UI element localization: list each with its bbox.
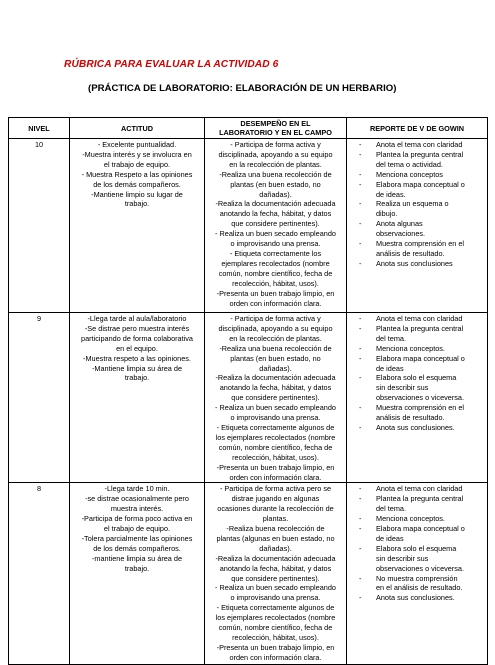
reporte-item-text: - Menciona conceptos. xyxy=(376,343,445,353)
desempeno-line: anotando la fecha, hábitat, y datos xyxy=(219,383,332,393)
desempeno-line: plantas. xyxy=(262,514,289,524)
reporte-item-text: del tema. xyxy=(376,333,407,343)
actitud-line: de los demás compañeros. xyxy=(93,179,181,189)
reporte-item xyxy=(349,239,485,259)
desempeno-line: plantas (en buen estado, no xyxy=(230,353,321,363)
desempeno-line: -Presenta un buen trabajo limpio, en xyxy=(216,288,335,298)
header-actitud: ACTITUD xyxy=(70,118,205,139)
reporte-item xyxy=(349,354,485,374)
desempeno-line: plantas (en buen estado, no xyxy=(230,179,321,189)
rubric-row-nivel-10 xyxy=(9,139,488,313)
desempeno-line: - Realiza un buen secado empleando xyxy=(215,583,336,593)
reporte-item xyxy=(349,403,485,423)
desempeno-line: recolección, hábitat, usos). xyxy=(232,633,319,642)
reporte-cell xyxy=(347,483,488,665)
reporte-item-text: observaciones o viceversa. xyxy=(376,563,465,573)
desempeno-line: que considere pertinentes). xyxy=(231,219,320,229)
desempeno-line: orden con información clara. xyxy=(229,652,322,662)
reporte-item-text: del tema o actividad. xyxy=(376,159,443,169)
desempeno-line: anotando la fecha, hábitat, y datos xyxy=(219,209,332,219)
reporte-item-text: de ideas xyxy=(376,363,404,373)
reporte-item xyxy=(349,170,485,180)
header-desempeno xyxy=(205,118,347,139)
reporte-item-text: - Elabora mapa conceptual o xyxy=(376,353,465,363)
reporte-item-text: - Anota el tema con claridad xyxy=(376,140,463,149)
reporte-item-text: análisis de resultado. xyxy=(376,248,445,258)
reporte-item-text: - Elabora solo el esquema xyxy=(376,373,457,383)
reporte-item-text: - Anota el tema con claridad xyxy=(376,484,463,494)
desempeno-line: -Realiza la documentación adecuada xyxy=(215,199,336,209)
rubric-table xyxy=(8,117,488,665)
desempeno-line: dañadas). xyxy=(259,189,292,199)
reporte-cell xyxy=(347,139,488,313)
reporte-item-text: - No muestra comprensión xyxy=(376,573,458,583)
desempeno-line: anotando la fecha, hábitat, y datos xyxy=(219,563,332,573)
reporte-item xyxy=(349,593,485,603)
actitud-line: -Llega tarde al aula/laboratorio xyxy=(87,314,187,323)
actitud-line: trabajo. xyxy=(124,199,150,209)
desempeno-line: - Participa de forma activa y xyxy=(230,140,321,149)
desempeno-line: -Presenta un buen trabajo limpio, en xyxy=(216,462,335,472)
actitud-line: el trabajo de equipo. xyxy=(103,159,171,169)
desempeno-line: plantas (algunas en buen estado, no xyxy=(216,533,335,543)
reporte-item-text: - Menciona conceptos xyxy=(376,169,443,179)
reporte-item-text: - Realiza un esquema o xyxy=(376,199,449,209)
actitud-line: -mantiene limpia su área de xyxy=(91,553,183,563)
reporte-item-text: - Anota algunas xyxy=(376,219,423,229)
reporte-item xyxy=(349,199,485,219)
reporte-item xyxy=(349,423,485,433)
reporte-item xyxy=(349,219,485,239)
desempeno-line: en la recolección de plantas. xyxy=(229,333,322,343)
reporte-item-text: - Plantea la pregunta central xyxy=(376,494,464,504)
desempeno-line: - Etiqueta correctamente los xyxy=(229,248,322,258)
header-reporte: REPORTE DE V DE GOWIN xyxy=(347,118,488,139)
desempeno-line: común, nombre científico, fecha de xyxy=(218,268,333,278)
reporte-list xyxy=(349,484,485,603)
actitud-line: trabajo. xyxy=(124,373,150,383)
reporte-item-text: - Plantea la pregunta central xyxy=(376,323,464,333)
desempeno-line: disciplinada, apoyando a su equipo xyxy=(218,149,333,159)
rubric-title: RÚBRICA PARA EVALUAR LA ACTIVIDAD 6 xyxy=(64,59,279,70)
reporte-item-text: de ideas. xyxy=(376,189,406,199)
desempeno-cell xyxy=(205,139,347,313)
reporte-item-text: - Muestra comprensión en el xyxy=(376,403,465,413)
actitud-line: -Se distrae pero muestra interés xyxy=(84,323,190,333)
desempeno-line: ocasiones durante la recolección de xyxy=(217,504,334,514)
reporte-item-text: - Muestra comprensión en el xyxy=(376,239,465,249)
reporte-item-text: - Elabora solo el esquema xyxy=(376,543,457,553)
desempeno-line: común, nombre científico, fecha de xyxy=(218,442,333,452)
desempeno-line: orden con información clara. xyxy=(229,298,322,308)
header-nivel: NIVEL xyxy=(9,118,70,139)
actitud-line: - Muestra Respeto a las opiniones xyxy=(81,169,193,179)
reporte-item xyxy=(349,484,485,494)
nivel-cell: 9 xyxy=(9,313,70,483)
reporte-item xyxy=(349,574,485,594)
desempeno-line: disciplinada, apoyando a su equipo xyxy=(218,323,333,333)
desempeno-line: orden con información clara. xyxy=(229,472,322,482)
actitud-line: de los demás compañeros. xyxy=(93,543,181,553)
desempeno-line: los ejemplares recolectados (nombre xyxy=(215,613,336,623)
reporte-item xyxy=(349,150,485,170)
desempeno-cell xyxy=(205,313,347,483)
reporte-item-text: - Anota sus conclusiones xyxy=(376,258,453,268)
rubric-row-nivel-9 xyxy=(9,313,488,483)
actitud-line: - Excelente puntualidad. xyxy=(97,140,177,149)
reporte-item-text: en el análisis de resultado. xyxy=(376,583,463,593)
desempeno-line: -Realiza la documentación adecuada xyxy=(215,553,336,563)
reporte-item-text: observaciones. xyxy=(376,229,426,239)
reporte-item-text: - Menciona conceptos. xyxy=(376,514,445,524)
header-desempeno-line1: DESEMPEÑO EN EL xyxy=(240,119,311,128)
reporte-item-text: de ideas xyxy=(376,533,404,543)
reporte-item xyxy=(349,524,485,544)
actitud-line: -se distrae ocasionalmente pero xyxy=(85,494,189,504)
desempeno-line: que considere pertinentes). xyxy=(231,573,320,583)
reporte-list xyxy=(349,314,485,433)
reporte-item-text: del tema. xyxy=(376,504,407,514)
reporte-cell xyxy=(347,313,488,483)
desempeno-line: -Realiza buena recolección de xyxy=(226,524,325,534)
reporte-item xyxy=(349,514,485,524)
actitud-cell xyxy=(70,313,205,483)
reporte-list xyxy=(349,140,485,269)
actitud-line: en el equipo. xyxy=(116,343,158,353)
actitud-line: el trabajo de equipo. xyxy=(103,524,171,534)
desempeno-line: dañadas). xyxy=(259,543,292,553)
desempeno-line: que considere pertinentes). xyxy=(231,393,320,403)
actitud-line: -Muestra interés y se involucra en xyxy=(82,149,192,159)
actitud-line: -Llega tarde 10 min. xyxy=(104,484,170,494)
nivel-cell: 8 xyxy=(9,483,70,665)
desempeno-line: -Realiza una buena recolección de xyxy=(219,343,332,353)
actitud-line: -Mantiene limpia su área de xyxy=(91,363,183,373)
reporte-item xyxy=(349,373,485,403)
desempeno-line: o improvisando una prensa. xyxy=(230,593,321,603)
desempeno-line: -Realiza la documentación adecuada xyxy=(215,373,336,383)
actitud-line: participando de forma colaborativa xyxy=(81,333,193,343)
reporte-item-text: - Anota el tema con claridad xyxy=(376,314,463,323)
desempeno-line: - Etiqueta correctamente algunos de xyxy=(216,422,335,432)
rubric-row-nivel-8 xyxy=(9,483,488,665)
desempeno-line: recolección, hábitat, usos). xyxy=(232,452,319,462)
reporte-item-text: - Anota sus conclusiones. xyxy=(376,593,455,603)
reporte-item-text: dibujo. xyxy=(376,209,398,219)
reporte-item xyxy=(349,259,485,269)
reporte-item-text: análisis de resultado. xyxy=(376,413,445,423)
desempeno-line: recolección, hábitat, usos). xyxy=(232,278,319,288)
reporte-item xyxy=(349,494,485,514)
desempeno-line: -Realiza una buena recolección de xyxy=(219,169,332,179)
actitud-cell xyxy=(70,139,205,313)
desempeno-line: o improvisando una prensa. xyxy=(230,413,321,423)
desempeno-line: en la recolección de plantas. xyxy=(229,159,322,169)
actitud-line: -Tolera parcialmente las opiniones xyxy=(81,533,193,543)
reporte-item xyxy=(349,324,485,344)
header-desempeno-line2: LABORATORIO Y EN EL CAMPO xyxy=(219,128,332,137)
desempeno-line: ejemplares recolectados (nombre xyxy=(221,258,330,268)
desempeno-line: - Realiza un buen secado empleando xyxy=(215,229,336,239)
rubric-subtitle: (PRÁCTICA DE LABORATORIO: ELABORACIÓN DE UN HERBARIO) xyxy=(88,83,397,94)
reporte-item-text: - Plantea la pregunta central xyxy=(376,149,464,159)
desempeno-line: - Etiqueta correctamente algunos de xyxy=(216,603,335,613)
reporte-item-text: - Elabora mapa conceptual o xyxy=(376,524,465,534)
reporte-item xyxy=(349,314,485,324)
actitud-line: trabajo. xyxy=(124,563,150,573)
reporte-item xyxy=(349,180,485,200)
nivel-cell: 10 xyxy=(9,139,70,313)
reporte-item-text: - Anota sus conclusiones. xyxy=(376,422,455,432)
reporte-item-text: sin describir sus xyxy=(376,553,429,563)
desempeno-line: distrae jugando en algunas xyxy=(231,494,320,504)
reporte-item-text: observaciones o viceversa. xyxy=(376,393,465,403)
actitud-line: muestra interés. xyxy=(110,504,164,514)
desempeno-line: dañadas). xyxy=(259,363,292,373)
desempeno-line: - Participa de forma activa pero se xyxy=(219,484,332,494)
actitud-line: -Mantiene limpio su lugar de xyxy=(91,189,183,199)
reporte-item-text: sin describir sus xyxy=(376,383,429,393)
actitud-line: -Participa de forma poco activa en xyxy=(81,514,193,524)
actitud-cell xyxy=(70,483,205,665)
reporte-item xyxy=(349,344,485,354)
desempeno-line: -Presenta un buen trabajo limpio, en xyxy=(216,642,335,652)
desempeno-line: - Realiza un buen secado empleando xyxy=(215,403,336,413)
actitud-line: -Muestra respeto a las opiniones. xyxy=(83,353,191,363)
reporte-item-text: - Elabora mapa conceptual o xyxy=(376,179,465,189)
desempeno-cell xyxy=(205,483,347,665)
desempeno-line: - Participa de forma activa y xyxy=(230,314,321,323)
desempeno-line: o improvisando una prensa. xyxy=(230,239,321,249)
desempeno-line: común, nombre científico, fecha de xyxy=(218,623,333,633)
header-row xyxy=(9,118,488,139)
desempeno-line: los ejemplares recolectados (nombre xyxy=(215,432,336,442)
reporte-item xyxy=(349,140,485,150)
reporte-item xyxy=(349,544,485,574)
